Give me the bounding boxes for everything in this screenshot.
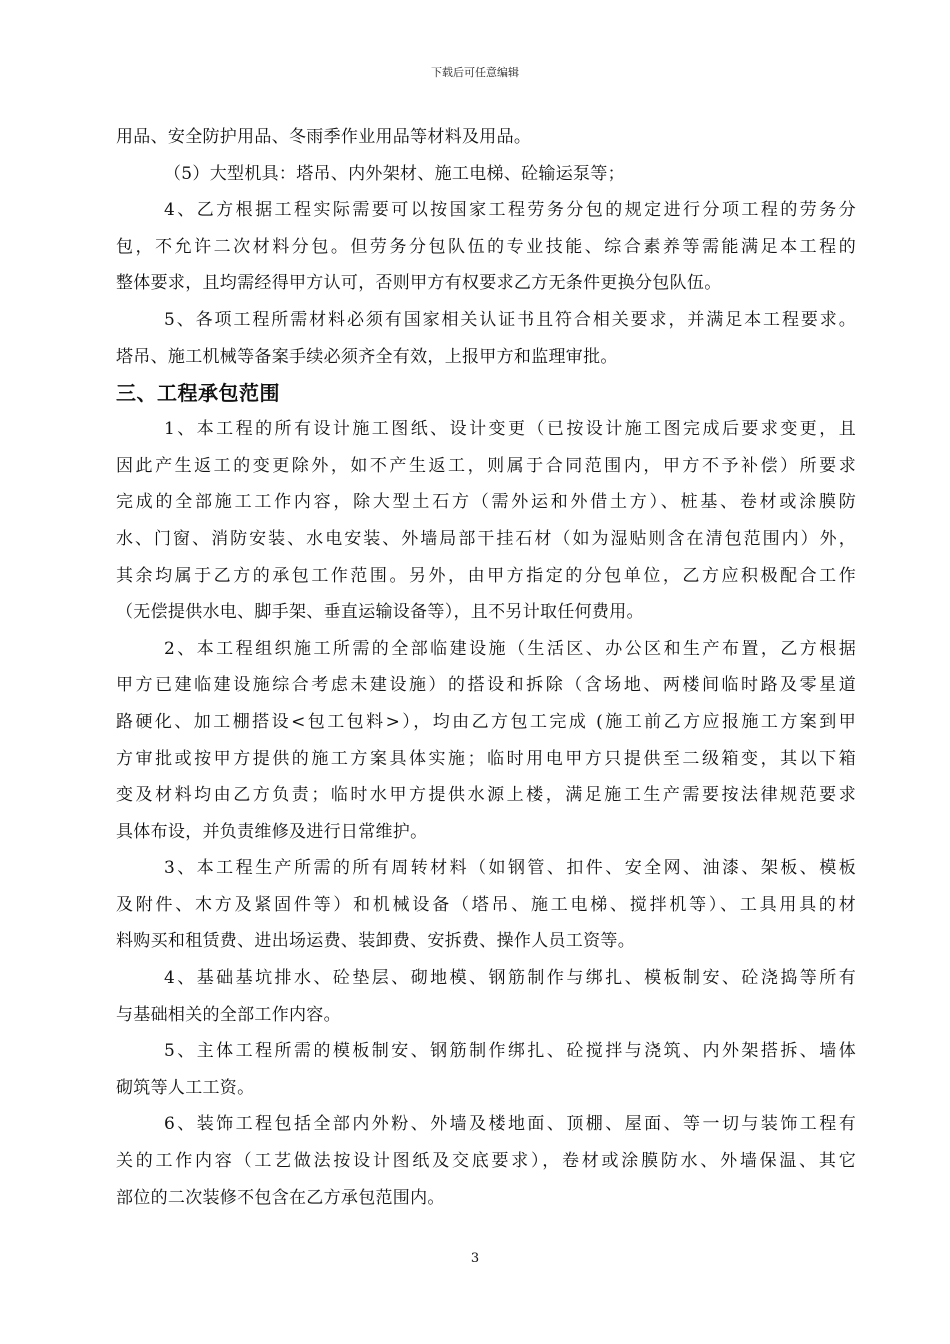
body-text-line: 塔吊、施工机械等备案手续必须齐全有效，上报甲方和监理审批。 [116,346,618,367]
body-text-line: 包，不允许二次材料分包。但劳务分包队伍的专业技能、综合素养等需能满足本工程的 [116,236,856,257]
body-text-line: 关的工作内容（工艺做法按设计图纸及交底要求），卷材或涂膜防水、外墙保温、其它 [116,1151,856,1172]
document-body [116,119,856,1216]
section-heading: 三、工程承包范围 [116,381,280,406]
body-text-line: 完成的全部施工工作内容，除大型土石方（需外运和外借土方）、桩基、卷材或涂膜防 [116,492,856,513]
body-text-line: 整体要求，且均需经得甲方认可，否则甲方有权要求乙方无条件更换分包队伍。 [116,273,722,294]
body-text-line: 变及材料均由乙方负责；临时水甲方提供水源上楼，满足施工生产需要按法律规范要求 [116,785,856,806]
body-text-line: 1、本工程的所有设计施工图纸、设计变更（已按设计施工图完成后要求变更，且 [164,419,856,440]
body-text-line: 料购买和租赁费、进出场运费、装卸费、安拆费、操作人员工资等。 [116,931,635,952]
body-text-line: 与基础相关的全部工作内容。 [116,1004,341,1025]
body-text-line: 砌筑等人工工资。 [116,1077,255,1098]
body-text-line: 2、本工程组织施工所需的全部临建设施（生活区、办公区和生产布置，乙方根据 [164,638,856,659]
body-text-line: 路硬化、加工棚搭设<包工包料>），均由乙方包工完成 (施工前乙方应报施工方案到甲 [116,711,856,732]
body-text-line: 5、各项工程所需材料必须有国家相关认证书且符合相关要求，并满足本工程要求。 [164,309,856,330]
page-number: 3 [470,1251,480,1266]
body-text-line: 4、基础基坑排水、砼垫层、砌地模、钢筋制作与绑扎、模板制安、砼浇捣等所有 [164,968,856,989]
body-text-line: 方审批或按甲方提供的施工方案具体实施；临时用电甲方只提供至二级箱变，其以下箱 [116,748,856,769]
body-text-line: （无偿提供水电、脚手架、垂直运输设备等），且不另计取任何费用。 [116,602,644,623]
body-text-line: 用品、安全防护用品、冬雨季作业用品等材料及用品。 [116,127,532,147]
body-text-line: 具体布设，并负责维修及进行日常维护。 [116,821,428,842]
page-header: 下载后可任意编辑 [431,66,519,79]
body-text-line: 部位的二次装修不包含在乙方承包范围内。 [116,1187,445,1208]
body-text-line: 及附件、木方及紧固件等）和机械设备（塔吊、施工电梯、搅拌机等）、工具用具的材 [116,894,856,915]
body-text-line: 3、本工程生产所需的所有周转材料（如钢管、扣件、安全网、油漆、架板、模板 [164,858,856,879]
body-text-line: 6、装饰工程包括全部内外粉、外墙及楼地面、顶棚、屋面、等一切与装饰工程有 [164,1114,856,1135]
body-text-line: （5）大型机具：塔吊、内外架材、施工电梯、砼输运泵等； [164,163,625,184]
body-text-line: 水、门窗、消防安装、水电安装、外墙局部干挂石材（如为湿贴则含在清包范围内）外， [116,528,856,549]
body-text-line: 因此产生返工的变更除外，如不产生返工，则属于合同范围内，甲方不予补偿）所要求 [116,455,856,476]
body-text-line: 甲方已建临建设施综合考虑未建设施）的搭设和拆除（含场地、两楼间临时路及零星道 [116,675,856,696]
body-text-line: 5、主体工程所需的模板制安、钢筋制作绑扎、砼搅拌与浇筑、内外架搭拆、墙体 [164,1041,856,1062]
body-text-line: 其余均属于乙方的承包工作范围。另外，由甲方指定的分包单位，乙方应积极配合工作 [116,565,856,586]
body-text-line: 4、乙方根据工程实际需要可以按国家工程劳务分包的规定进行分项工程的劳务分 [164,200,856,221]
